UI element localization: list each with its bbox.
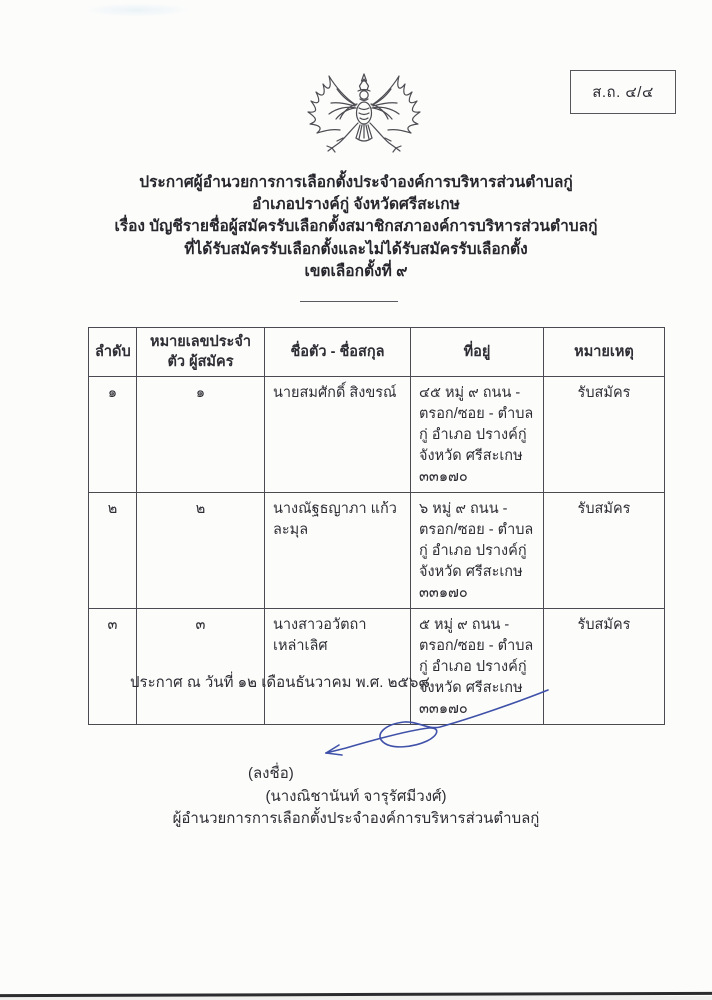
cell-name: นายสมศักดิ์ สิงขรณ์	[265, 377, 411, 493]
cell-name: นางสาวอวัตถา เหล่าเลิศ	[265, 609, 411, 725]
cell-candidate-number: ๒	[137, 493, 265, 609]
header-remark: หมายเหตุ	[544, 328, 665, 377]
title-line-5: เขตเลือกตั้งที่ ๙	[304, 262, 408, 280]
cell-no: ๒	[89, 493, 137, 609]
cell-remark: รับสมัคร	[544, 377, 665, 493]
cell-name: นางณัฐธญาภา แก้วละมุล	[265, 493, 411, 609]
table-row	[89, 493, 665, 609]
cell-remark: รับสมัคร	[544, 493, 665, 609]
title-line-4: ที่ได้รับสมัครรับเลือกตั้งและไม่ได้รับสมัครรับเลือกตั้ง	[184, 240, 528, 258]
cell-address: ๔๕ หมู่ ๙ ถนน - ตรอก/ซอย - ตำบล กู่ อำเภอ ปรางค์กู่ จังหวัด ศรีสะเกษ ๓๓๑๗๐	[411, 377, 544, 493]
table-row	[89, 377, 665, 493]
candidates-table	[88, 327, 665, 725]
title-line-2: อำเภอปรางค์กู่ จังหวัดศรีสะเกษ	[252, 196, 460, 214]
form-code-label: ส.ถ. ๔/๔	[592, 84, 654, 101]
cell-no: ๓	[89, 609, 137, 725]
sign-label: (ลงชื่อ)	[248, 765, 294, 782]
cell-candidate-number: ๑	[137, 377, 265, 493]
form-code-box	[570, 70, 676, 114]
signer-name: (นางณิชานันท์ จารุรัศมีวงศ์)	[265, 788, 447, 805]
table-header-row	[89, 328, 665, 377]
signer-title: ผู้อำนวยการการเลือกตั้งประจำองค์การบริหารส่วนตำบลกู่	[172, 810, 540, 827]
title-line-3: เรื่อง บัญชีรายชื่อผู้สมัครรับเลือกตั้งสมาชิกสภาองค์การบริหารส่วนตำบลกู่	[114, 218, 598, 236]
cell-address: ๖ หมู่ ๙ ถนน - ตรอก/ซอย - ตำบล กู่ อำเภอ ปรางค์กู่ จังหวัด ศรีสะเกษ ๓๓๑๗๐	[411, 493, 544, 609]
cell-candidate-number: ๓	[137, 609, 265, 725]
header-no: ลำดับ	[89, 328, 137, 377]
title-separator-line	[300, 301, 398, 302]
scan-smudge	[82, 3, 192, 17]
header-address: ที่อยู่	[411, 328, 544, 377]
cell-remark: รับสมัคร	[544, 609, 665, 725]
title-line-1: ประกาศผู้อำนวยการการเลือกตั้งประจำองค์การบริหารส่วนตำบลกู่	[139, 174, 573, 191]
proclamation-date-line: ประกาศ ณ วันที่ ๑๒ เดือนธันวาคม พ.ศ. ๒๕๖๘	[130, 674, 430, 691]
signature-ink	[312, 683, 557, 765]
header-candidate-number: หมายเลขประจำตัว ผู้สมัคร	[137, 328, 265, 377]
document-title-block	[0, 172, 712, 283]
cell-address: ๕ หมู่ ๙ ถนน - ตรอก/ซอย - ตำบล กู่ อำเภอ ปรางค์กู่ จังหวัด ศรีสะเกษ ๓๓๑๗๐	[411, 609, 544, 725]
cell-no: ๑	[89, 377, 137, 493]
garuda-emblem-icon	[299, 72, 429, 171]
header-name: ชื่อตัว - ชื่อสกุล	[265, 328, 411, 377]
